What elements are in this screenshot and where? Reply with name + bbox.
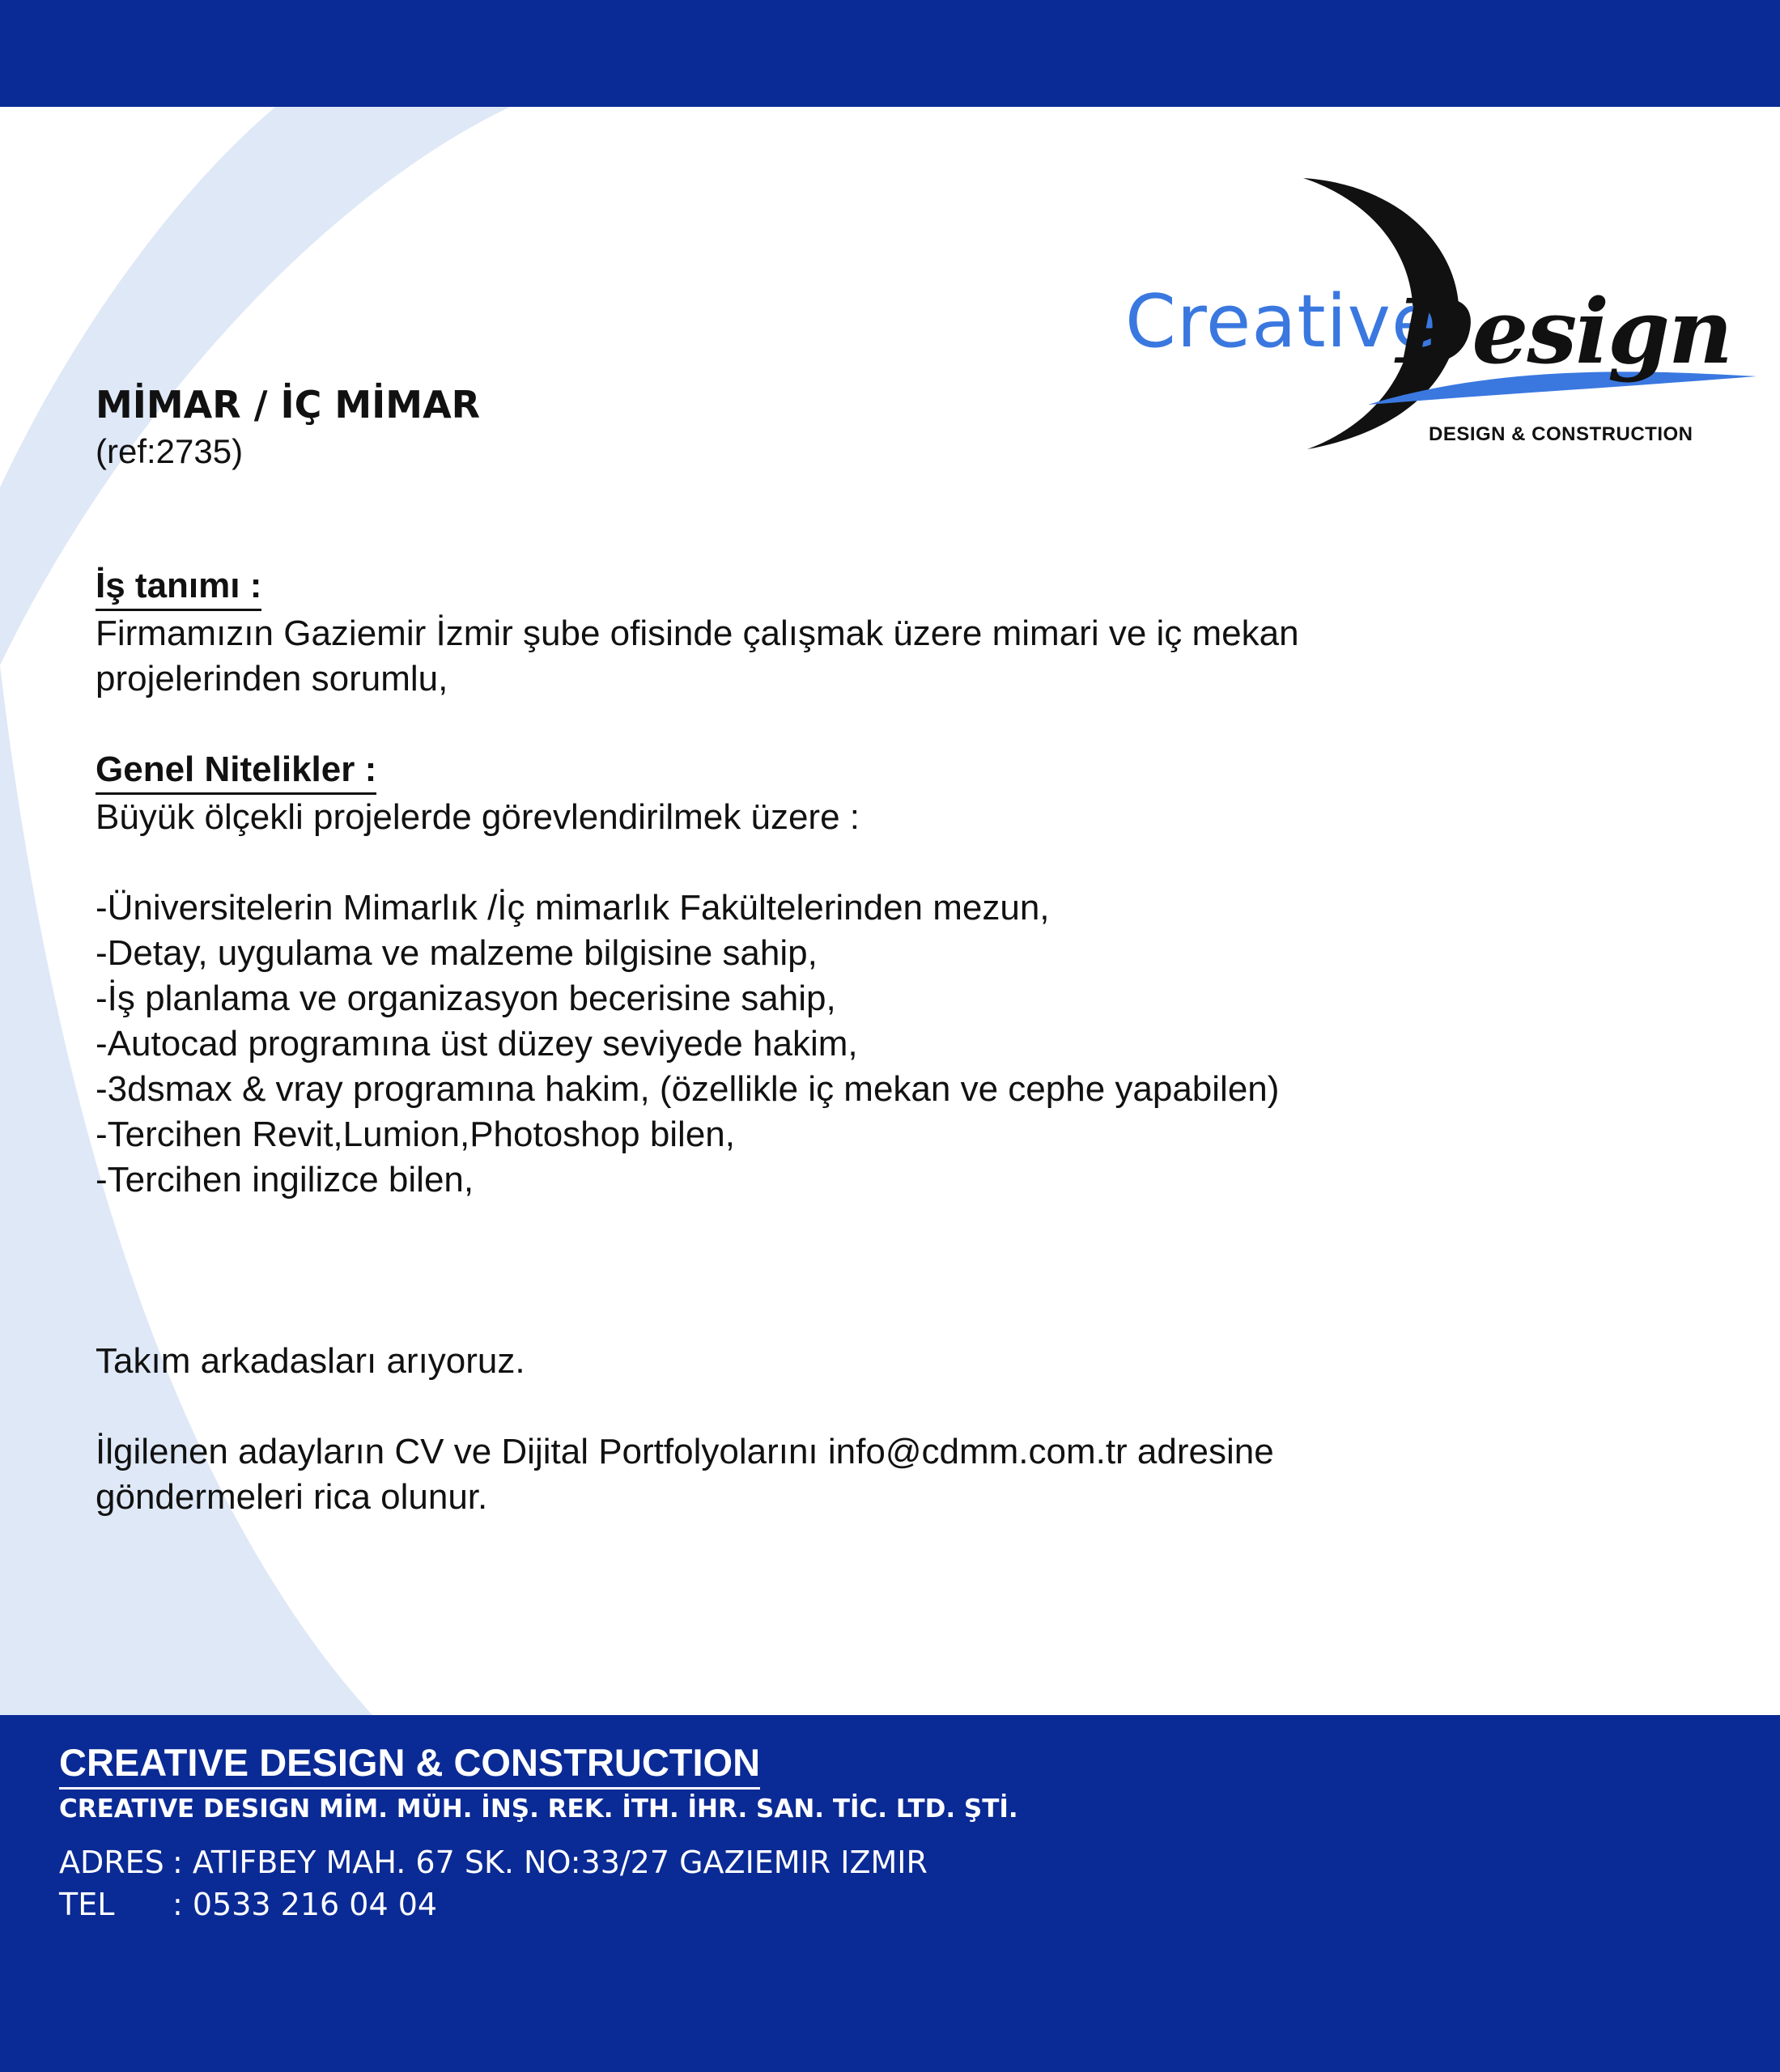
address-value: : ATIFBEY MAH. 67 SK. NO:33/27 GAZIEMIR IZMIR — [172, 1845, 928, 1880]
footer-company-name: CREATIVE DESIGN & CONSTRUCTION — [59, 1739, 760, 1790]
logo-tagline: DESIGN & CONSTRUCTION — [1429, 423, 1693, 445]
tel-label: TEL — [59, 1887, 115, 1922]
apply-line: İlgilenen adayların CV ve Dijital Portfolyolarını info@cdmm.com.tr adresine — [96, 1432, 1274, 1471]
logo-creative-text: Creative — [1125, 279, 1438, 364]
logo-design-text: Design — [1396, 279, 1731, 384]
footer — [59, 1739, 1597, 1926]
qualifications-intro: Büyük ölçekli projelerde görevlendirilmek üzere : — [96, 797, 860, 837]
list-item: -Tercihen ingilizce bilen, — [96, 1160, 474, 1199]
qualifications-list — [96, 885, 1472, 1203]
job-posting — [96, 380, 1472, 1520]
list-item: -Autocad programına üst düzey seviyede hakim, — [96, 1024, 858, 1064]
team-message: Takım arkadasları arıyoruz. — [96, 1341, 525, 1381]
list-item: -Tercihen Revit,Lumion,Photoshop bilen, — [96, 1115, 736, 1154]
footer-address — [59, 1841, 1597, 1883]
top-banner-bar — [0, 0, 1780, 107]
list-item: -İş planlama ve organizasyon becerisine sahip, — [96, 979, 836, 1018]
list-item: -3dsmax & vray programına hakim, (özellikle iç mekan ve cephe yapabilen) — [96, 1069, 1280, 1109]
address-label: ADRES — [59, 1845, 164, 1880]
job-description-line: projelerinden sorumlu, — [96, 659, 448, 698]
job-description-line: Firmamızın Gaziemir İzmir şube ofisinde çalışmak üzere mimari ve iç mekan — [96, 614, 1299, 653]
footer-phone — [59, 1883, 1597, 1926]
list-item: -Detay, uygulama ve malzeme bilgisine sahip, — [96, 933, 818, 973]
footer-legal-name: CREATIVE DESIGN MİM. MÜH. İNŞ. REK. İTH. İHR. SAN. TİC. LTD. ŞTİ. — [59, 1794, 1018, 1824]
qualifications-heading: Genel Nitelikler : — [96, 747, 376, 795]
apply-line: göndermeleri rica olunur. — [96, 1477, 488, 1517]
job-ref: (ref:2735) — [96, 432, 244, 470]
job-description-heading: İş tanımı : — [96, 563, 261, 611]
job-title: MİMAR / İÇ MİMAR — [96, 383, 481, 427]
list-item: -Üniversitelerin Mimarlık /İç mimarlık Fakültelerinden mezun, — [96, 888, 1050, 928]
tel-value: : 0533 216 04 04 — [172, 1887, 438, 1922]
